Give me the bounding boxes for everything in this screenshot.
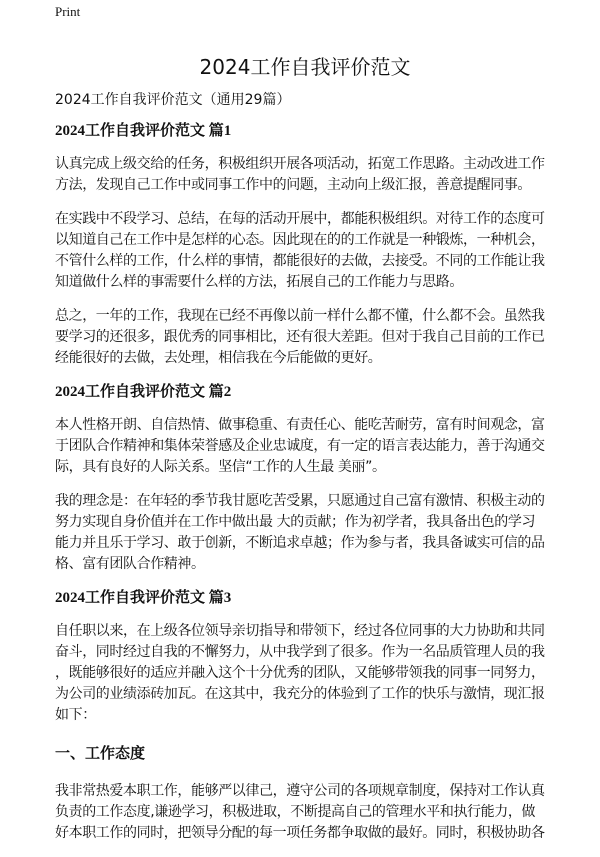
paragraph-line: 认真完成上级交给的任务，积极组织开展各项活动，拓宽工作思路。主动改进工作 [55,156,545,172]
paragraph-line: 于团队合作精神和集体荣誉感及企业忠诚度，有一定的语言表达能力，善于沟通交 [55,438,545,454]
paragraph [55,154,555,196]
paragraph-line: 本人性格开朗、自信热情、做事稳重、有责任心、能吃苦耐劳，富有时间观念，富 [55,417,545,433]
paragraph-line: 能力并且乐于学习、敢于创新，不断追求卓越；作为参与者，我具备诚实可信的品 [55,535,545,551]
paragraph-line: 在实践中不段学习、总结，在每的活动开展中，都能积极组织。对待工作的态度可 [55,211,545,227]
section-heading-3: 2024工作自我评价范文 篇3 [55,590,232,606]
paragraph-line: 经能很好的去做，去处理，相信我在今后能做的更好。 [55,350,382,366]
paragraph [55,781,555,844]
paragraph-line: 以知道自己在工作中是怎样的心态。因此现在的的工作就是一种锻炼，一种机会， [55,232,545,248]
paragraph-line: 知道做什么样的事需要什么样的方法，拓展自己的工作能力与思路。 [55,274,463,290]
paragraph-line: 要学习的还很多，跟优秀的同事相比，还有很大差距。但对于我自己目前的工作已 [55,329,545,345]
paragraph-line: 负责的工作态度,谦逊学习，积极进取，不断提高自己的管理水平和执行能力，做 [55,804,536,820]
paragraph [55,209,555,293]
paragraph-line: 奋斗，同时经过自我的不懈努力，从中我学到了很多。作为一名品质管理人员的我 [55,644,545,660]
paragraph-line: 我的理念是：在年轻的季节我甘愿吃苦受累，只愿通过自己富有激情、积极主动的 [55,493,545,509]
paragraph-line: 为公司的业绩添砖加瓦。在这其中，我充分的体验到了工作的快乐与激情，现汇报 [55,686,545,702]
paragraph [55,415,555,478]
paragraph-line: 方法，发现自己工作中或同事工作中的问题，主动向上级汇报，善意提醒同事。 [55,177,531,193]
paragraph-line: 总之，一年的工作，我现在已经不再像以前一样什么都不懂，什么都不会。虽然我 [55,308,545,324]
paragraph [55,491,555,575]
paragraph-line: 好本职工作的同时，把领导分配的每一项任务都争取做的最好。同时，积极协助各 [55,825,545,841]
paragraph-line: 格、富有团队合作精神。 [55,556,205,572]
paragraph-line: 我非常热爱本职工作，能够严以律己，遵守公司的各项规章制度，保持对工作认真 [55,783,545,799]
document-body [55,52,555,857]
paragraph-line: 努力实现自身价值并在工作中做出最 大的贡献；作为初学者，我具备出色的学习 [55,514,536,530]
section-heading-1: 2024工作自我评价范文 篇1 [55,123,232,139]
paragraph [55,621,555,726]
paragraph-line: ，既能够很好的适应并融入这个十分优秀的团队，又能够带领我的同事一同努力， [55,665,545,681]
paragraph-line: 自任职以来，在上级各位领导亲切指导和带领下，经过各位同事的大力协助和共同 [55,623,545,639]
paragraph-line: 际，具有良好的人际关系。坚信“工作的人生最 美丽”。 [55,459,386,475]
paragraph [55,306,555,369]
print-link[interactable]: Print [55,4,81,19]
section-heading-2: 2024工作自我评价范文 篇2 [55,384,232,400]
sub-heading-work-attitude: 一、工作态度 [55,746,146,762]
paragraph-line: 不管什么样的工作，什么样的事情，都能很好的去做，去接受。不同的工作能让我 [55,253,545,269]
page-title: 2024工作自我评价范文 [199,55,411,79]
paragraph-line: 如下： [55,707,96,723]
document-subtitle: 2024工作自我评价范文（通用29篇） [55,92,291,108]
